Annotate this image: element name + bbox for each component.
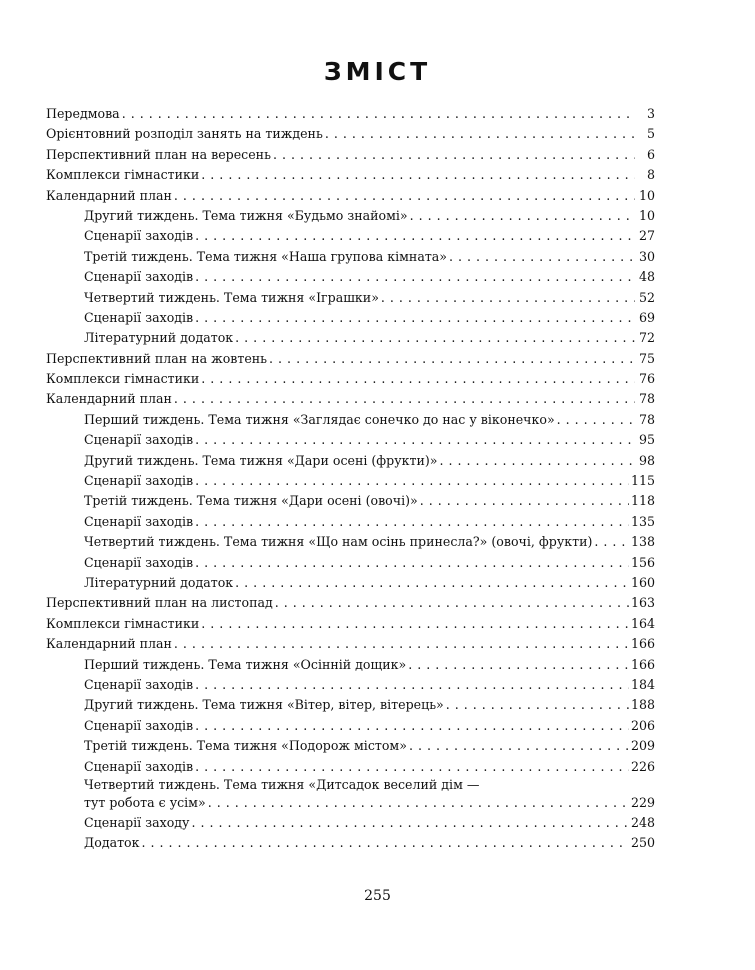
table-of-contents [46, 104, 655, 854]
toc-entry [46, 226, 655, 246]
toc-leader-dots [195, 226, 635, 246]
toc-entry-label: Третій тиждень. Тема тижня «Подорож містом» [84, 738, 407, 754]
toc-leader-dots [174, 186, 635, 206]
toc-entry-label: Додаток [84, 835, 140, 851]
toc-entry [46, 491, 655, 511]
toc-entry [46, 471, 655, 491]
toc-leader-dots [201, 369, 635, 389]
toc-entry-page: 209 [630, 738, 655, 754]
toc-leader-dots [201, 614, 629, 634]
toc-entry-page: 78 [638, 391, 655, 407]
toc-leader-dots [195, 553, 629, 573]
toc-entry [46, 512, 655, 532]
toc-entry-label: Четвертий тиждень. Тема тижня «Дитсадок веселий дім — [84, 776, 480, 792]
toc-entry [46, 206, 655, 226]
toc-entry [46, 124, 655, 144]
toc-entry-label: Літературний додаток [84, 330, 234, 346]
toc-entry-page: 160 [630, 574, 655, 590]
toc-leader-dots [269, 349, 635, 369]
toc-leader-dots [195, 757, 629, 777]
toc-leader-dots [142, 833, 629, 853]
toc-entry [46, 553, 655, 573]
toc-entry-label: Сценарії заходів [84, 554, 194, 570]
toc-entry-label: Четвертий тиждень. Тема тижня «Що нам осінь принесла?» (овочі, фрукти) [84, 534, 593, 550]
toc-entry [46, 247, 655, 267]
toc-entry-label: Календарний план [46, 187, 172, 203]
toc-entry-label: Літературний додаток [84, 574, 234, 590]
toc-entry-page: 156 [630, 554, 655, 570]
toc-entry-page: 27 [638, 228, 655, 244]
toc-leader-dots [201, 165, 635, 185]
toc-leader-dots [235, 573, 629, 593]
toc-entry-page: 8 [646, 167, 655, 183]
toc-entry-page: 229 [630, 794, 655, 810]
page-number: 255 [364, 888, 391, 904]
toc-entry [46, 777, 655, 793]
toc-leader-dots [446, 695, 629, 715]
toc-entry [46, 104, 655, 124]
toc-entry-page: 206 [630, 717, 655, 733]
toc-leader-dots [191, 813, 629, 833]
toc-leader-dots [174, 634, 629, 654]
toc-entry-label: Орієнтовний розподіл занять на тиждень [46, 126, 323, 142]
toc-entry-page: 166 [630, 636, 655, 652]
toc-entry-label: Перспективний план на вересень [46, 146, 271, 162]
toc-entry-page: 48 [638, 269, 655, 285]
toc-entry-label: Комплекси гімнастики [46, 371, 200, 387]
toc-entry-page: 72 [638, 330, 655, 346]
toc-entry-label: Другий тиждень. Тема тижня «Будьмо знайомі» [84, 207, 408, 223]
toc-leader-dots [195, 308, 635, 328]
toc-entry-label: Передмова [46, 106, 120, 121]
toc-entry-page: 75 [638, 350, 655, 366]
toc-entry-page: 166 [630, 656, 655, 672]
toc-entry [46, 593, 655, 613]
toc-entry-page: 69 [638, 309, 655, 325]
toc-entry-page: 76 [638, 371, 655, 387]
toc-entry [46, 675, 655, 695]
toc-entry [46, 349, 655, 369]
toc-entry-label: Другий тиждень. Тема тижня «Вітер, вітер, вітерець» [84, 697, 444, 713]
toc-entry [46, 793, 655, 813]
toc-entry [46, 695, 655, 715]
toc-entry-label: Сценарії заходів [84, 473, 194, 489]
toc-entry [46, 736, 655, 756]
toc-entry-label: Перспективний план на жовтень [46, 350, 268, 366]
toc-entry-label: Четвертий тиждень. Тема тижня «Іграшки» [84, 289, 379, 305]
toc-leader-dots [273, 145, 635, 165]
toc-entry-label: Сценарії заходів [84, 717, 194, 733]
toc-leader-dots [439, 451, 635, 471]
toc-leader-dots [594, 532, 629, 552]
toc-entry [46, 532, 655, 552]
toc-entry-page: 6 [646, 146, 655, 162]
toc-entry-page: 138 [630, 534, 655, 550]
toc-entry-page: 184 [630, 676, 655, 692]
toc-leader-dots [208, 793, 629, 813]
toc-entry-page: 248 [630, 815, 655, 831]
toc-entry [46, 716, 655, 736]
toc-entry [46, 308, 655, 328]
toc-entry [46, 757, 655, 777]
toc-entry-label: Другий тиждень. Тема тижня «Дари осені (фрукти)» [84, 452, 438, 468]
toc-entry-label: Перспективний план на листопад [46, 595, 273, 611]
toc-entry-label: Перший тиждень. Тема тижня «Осінній дощик» [84, 656, 407, 672]
toc-entry [46, 389, 655, 409]
toc-entry-page: 118 [630, 493, 655, 509]
toc-leader-dots [325, 124, 635, 144]
toc-entry-label: Перший тиждень. Тема тижня «Заглядає сонечко до нас у віконечко» [84, 411, 555, 427]
toc-entry-label: Третій тиждень. Тема тижня «Наша групова кімната» [84, 248, 448, 264]
toc-leader-dots [195, 430, 635, 450]
toc-leader-dots [381, 288, 635, 308]
toc-entry-page: 188 [630, 697, 655, 713]
toc-leader-dots [235, 328, 635, 348]
toc-leader-dots [195, 471, 629, 491]
toc-entry [46, 369, 655, 389]
toc-entry-page: 5 [646, 126, 655, 142]
toc-entry-page: 10 [638, 207, 655, 223]
toc-entry-label: Третій тиждень. Тема тижня «Дари осені (овочі)» [84, 493, 418, 509]
toc-entry-page: 98 [638, 452, 655, 468]
toc-entry [46, 573, 655, 593]
toc-entry-page: 3 [646, 106, 655, 121]
toc-entry-page: 250 [630, 835, 655, 851]
toc-leader-dots [275, 593, 629, 613]
page-title: ЗМІСТ [323, 57, 432, 86]
toc-entry [46, 655, 655, 675]
toc-entry-page: 164 [630, 615, 655, 631]
toc-entry [46, 451, 655, 471]
toc-entry-page: 52 [638, 289, 655, 305]
toc-entry [46, 165, 655, 185]
toc-entry [46, 328, 655, 348]
toc-entry-page: 115 [630, 473, 655, 489]
toc-entry-page: 163 [630, 595, 655, 611]
toc-entry-label: тут робота є усім» [84, 794, 206, 810]
toc-leader-dots [122, 104, 635, 124]
toc-leader-dots [195, 267, 635, 287]
toc-leader-dots [420, 491, 629, 511]
toc-leader-dots [195, 512, 629, 532]
toc-entry [46, 410, 655, 430]
toc-entry [46, 833, 655, 853]
toc-entry-label: Календарний план [46, 391, 172, 407]
toc-entry-label: Календарний план [46, 636, 172, 652]
toc-entry [46, 430, 655, 450]
toc-leader-dots [195, 675, 629, 695]
toc-entry-page: 10 [638, 187, 655, 203]
toc-entry-label: Сценарії заходів [84, 228, 194, 244]
toc-leader-dots [449, 247, 635, 267]
toc-entry-label: Сценарії заходів [84, 758, 194, 774]
toc-entry-label: Комплекси гімнастики [46, 615, 200, 631]
toc-entry [46, 614, 655, 634]
toc-entry-page: 226 [630, 758, 655, 774]
toc-entry-label: Сценарії заходу [84, 815, 190, 831]
toc-entry-label: Сценарії заходів [84, 269, 194, 285]
toc-leader-dots [410, 206, 635, 226]
toc-leader-dots [557, 410, 635, 430]
toc-entry-page: 95 [638, 432, 655, 448]
toc-entry [46, 145, 655, 165]
toc-entry-label: Комплекси гімнастики [46, 167, 200, 183]
toc-entry-label: Сценарії заходів [84, 513, 194, 529]
toc-entry-label: Сценарії заходів [84, 309, 194, 325]
toc-entry-label: Сценарії заходів [84, 676, 194, 692]
toc-leader-dots [195, 716, 629, 736]
toc-leader-dots [409, 736, 629, 756]
toc-entry-page: 30 [638, 248, 655, 264]
toc-entry [46, 288, 655, 308]
toc-entry [46, 634, 655, 654]
toc-leader-dots [408, 655, 629, 675]
toc-entry [46, 267, 655, 287]
toc-entry [46, 813, 655, 833]
toc-leader-dots [174, 389, 635, 409]
toc-entry-page: 135 [630, 513, 655, 529]
toc-entry-page: 78 [638, 411, 655, 427]
toc-entry-label: Сценарії заходів [84, 432, 194, 448]
toc-entry [46, 186, 655, 206]
